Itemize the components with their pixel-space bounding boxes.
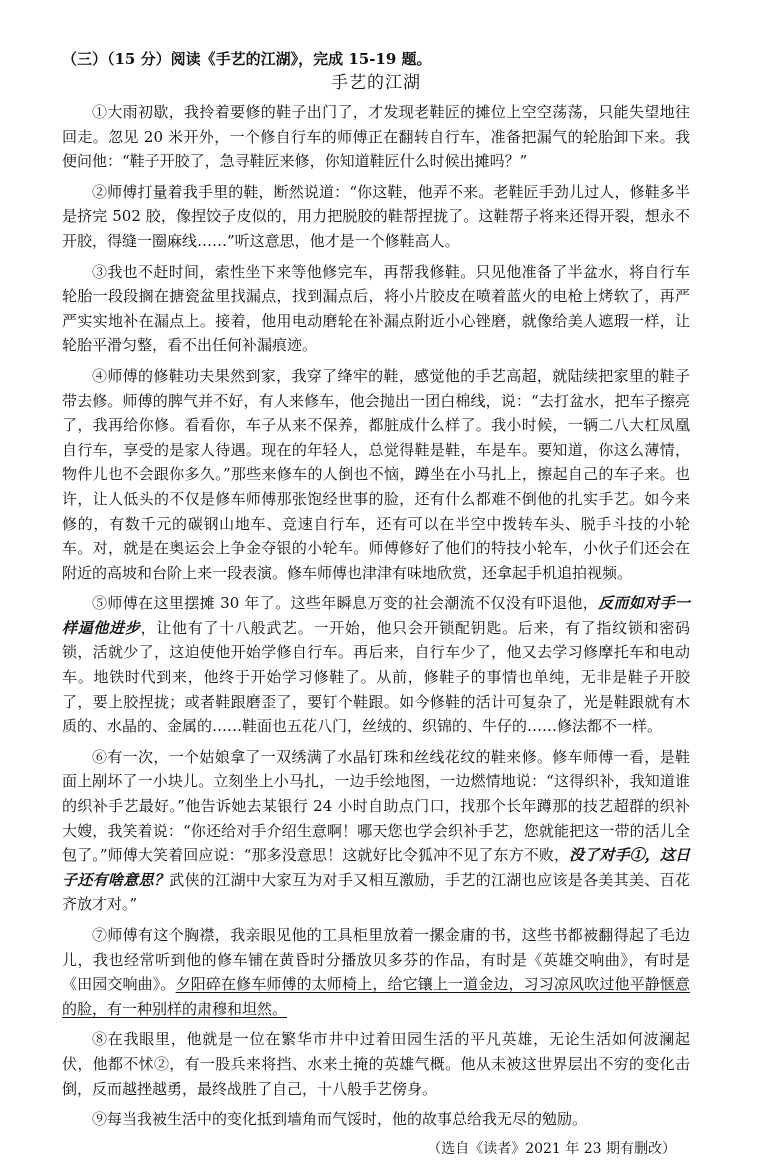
paragraph-5-emphasis: 反而如对手一样逼他进步 bbox=[62, 594, 690, 637]
paragraph-7-underlined: 夕阳碎在修车师傅的太师椅上，给它镶上一道金边，习习凉风吹过他平静惬意的脸，有一种别样的肃穆和坦然。 bbox=[62, 975, 690, 1018]
paragraph-7 bbox=[62, 923, 690, 1021]
paragraph-8: ⑧在我眼里，他就是一位在繁华市井中过着田园生活的平凡英雄，无论生活如何波澜起伏，他都不怵②，有一股兵来将挡、水来土掩的英雄气概。他从未被这世界层出不穷的变化击倒，反而越挫越勇，最终战胜了自己，十八般手艺傍身。 bbox=[62, 1030, 690, 1098]
paragraph-4: ④师傅的修鞋功夫果然到家，我穿了绛牢的鞋，感觉他的手艺高超，就陆续把家里的鞋子带去修。师傅的脾气并不好，有人来修车，他会抛出一团白棉线，说：“去打盆水，把车子擦亮了，我再给你修。看看你，车子从来不保养，都脏成什么样了。我小时候，一辆二八大杠凤凰自行车，享受的是家人待遇。现在的年轻人，总觉得鞋是鞋，车是车。要知道，你这么薄情，物件儿也不会跟你多久。”那些来修车的人倒也不恼，蹲坐在小马扎上，擦起自己的车子来。也许，让人低头的不仅是修车师傅那张饱经世事的脸，还有什么都难不倒他的扎实手艺。如今来修的，有数千元的碳钢山地车、竞速自行车，还有可以在半空中拨转车头、脱手斗技的小轮车。对，就是在奥运会上争金夺银的小轮车。师傅修好了他们的特技小轮车，小伙子们还会在附近的高坡和台阶上来一段表演。修车师傅也津津有味地欣赏，还拿起手机追拍视频。 bbox=[62, 366, 690, 582]
section-heading: （三）（15 分）阅读《手艺的江湖》，完成 15-19 题。 bbox=[62, 50, 432, 68]
paragraph-3: ③我也不赶时间，索性坐下来等他修完车，再帮我修鞋。只见他准备了半盆水，将自行车轮胎一段段搁在搪瓷盆里找漏点，找到漏点后，将小片胶皮在喷着蓝火的电枪上烤软了，再严严实实地补在漏点上。接着，他用电动磨轮在补漏点附近小心锉磨，就像给美人遮瑕一样，让轮胎平滑匀整，看不出任何补漏痕迹。 bbox=[62, 262, 690, 355]
paragraph-7-text-a: ⑦师傅有这个胸襟，我亲眼见他的工具柜里放着一摞金庸的书，这些书都被翻得起了毛边儿，我也经常听到他的修车铺在黄昏时分播放贝多芬的作品，有时是《英雄交响曲》，有时是《田园交响曲》。 bbox=[62, 926, 690, 994]
paragraph-5-text-a: ⑤师傅在这里摆摊 30 年了。这些年瞬息万变的社会潮流不仅没有吓退他， bbox=[92, 594, 599, 613]
paragraph-1: ①大雨初歇，我拎着要修的鞋子出门了，才发现老鞋匠的摊位上空空荡荡，只能失望地往回走。忽见 20 米开外，一个修自行车的师傅正在翻转自行车，准备把漏气的轮胎卸下来。我便问他：“鞋子开胶了，急寻鞋匠来修，你知道鞋匠什么时候出摊吗？” bbox=[62, 103, 690, 171]
source-note: （选自《读者》2021 年 23 期有删改） bbox=[427, 1140, 676, 1157]
paragraph-6-text-a: ⑥有一次，一个姑娘拿了一双绣满了水晶钉珠和丝线花纹的鞋来修。修车师傅一看，是鞋面上剐坏了一小块儿。立刻坐上小马扎，一边手绘地图，一边燃情地说：“这得织补，我知道谁的织补手艺最好。”他告诉她去某银行 24 小时自助点门口，找那个长年蹲那的技艺超群的织补大嫂，我笑着说：“你还给对手介绍生意啊！哪天您也学会织补手艺，您就能把这一带的活儿全包了。”师傅大笑着回应说：“那多没意思！这就好比令狐冲不见了东方不败， bbox=[62, 747, 690, 865]
paragraph-9: ⑨每当我被生活中的变化抵到墙角而气馁时，他的故事总给我无尽的勉励。 bbox=[92, 1110, 588, 1129]
paragraph-2: ②师傅打量着我手里的鞋，断然说道：“你这鞋，他弄不来。老鞋匠手劲儿过人，修鞋多半是挤完 502 胶，像捏饺子皮似的，用力把脱胶的鞋帮捏拢了。这鞋帮子将来还得开裂，想永不开胶，得缝一圈麻线……”听这意思，他才是一个修鞋高人。 bbox=[62, 182, 690, 250]
paragraph-6 bbox=[62, 745, 690, 917]
paragraph-5-text-b: ，让他有了十八般武艺。一开始，他只会开锁配钥匙。后来，有了指纹锁和密码锁，活就少了，这迫使他开始学修自行车。再后来，自行车少了，他又去学习修摩托车和电动车。地铁时代到来，他终于开始学习修鞋了。从前，修鞋子的事情也单纯，无非是鞋子开胶了，要上胶捏拢；或者鞋跟磨歪了，要钉个鞋跟。如今修鞋的活计可复杂了，光是鞋跟就有木质的、水晶的、金属的……鞋面也五花八门，丝绒的、织锦的、牛仔的……修法都不一样。 bbox=[62, 618, 690, 736]
paragraph-6-emphasis: 没了对手①，这日子还有啥意思？ bbox=[62, 846, 690, 889]
paragraph-5 bbox=[62, 591, 690, 739]
paragraph-6-text-b: 武侠的江湖中大家互为对手又相互激励，手艺的江湖也应该是各美其美、百花齐放才对。” bbox=[62, 870, 690, 914]
article-title: 手艺的江湖 bbox=[331, 73, 421, 93]
reading-passage bbox=[62, 48, 690, 1160]
